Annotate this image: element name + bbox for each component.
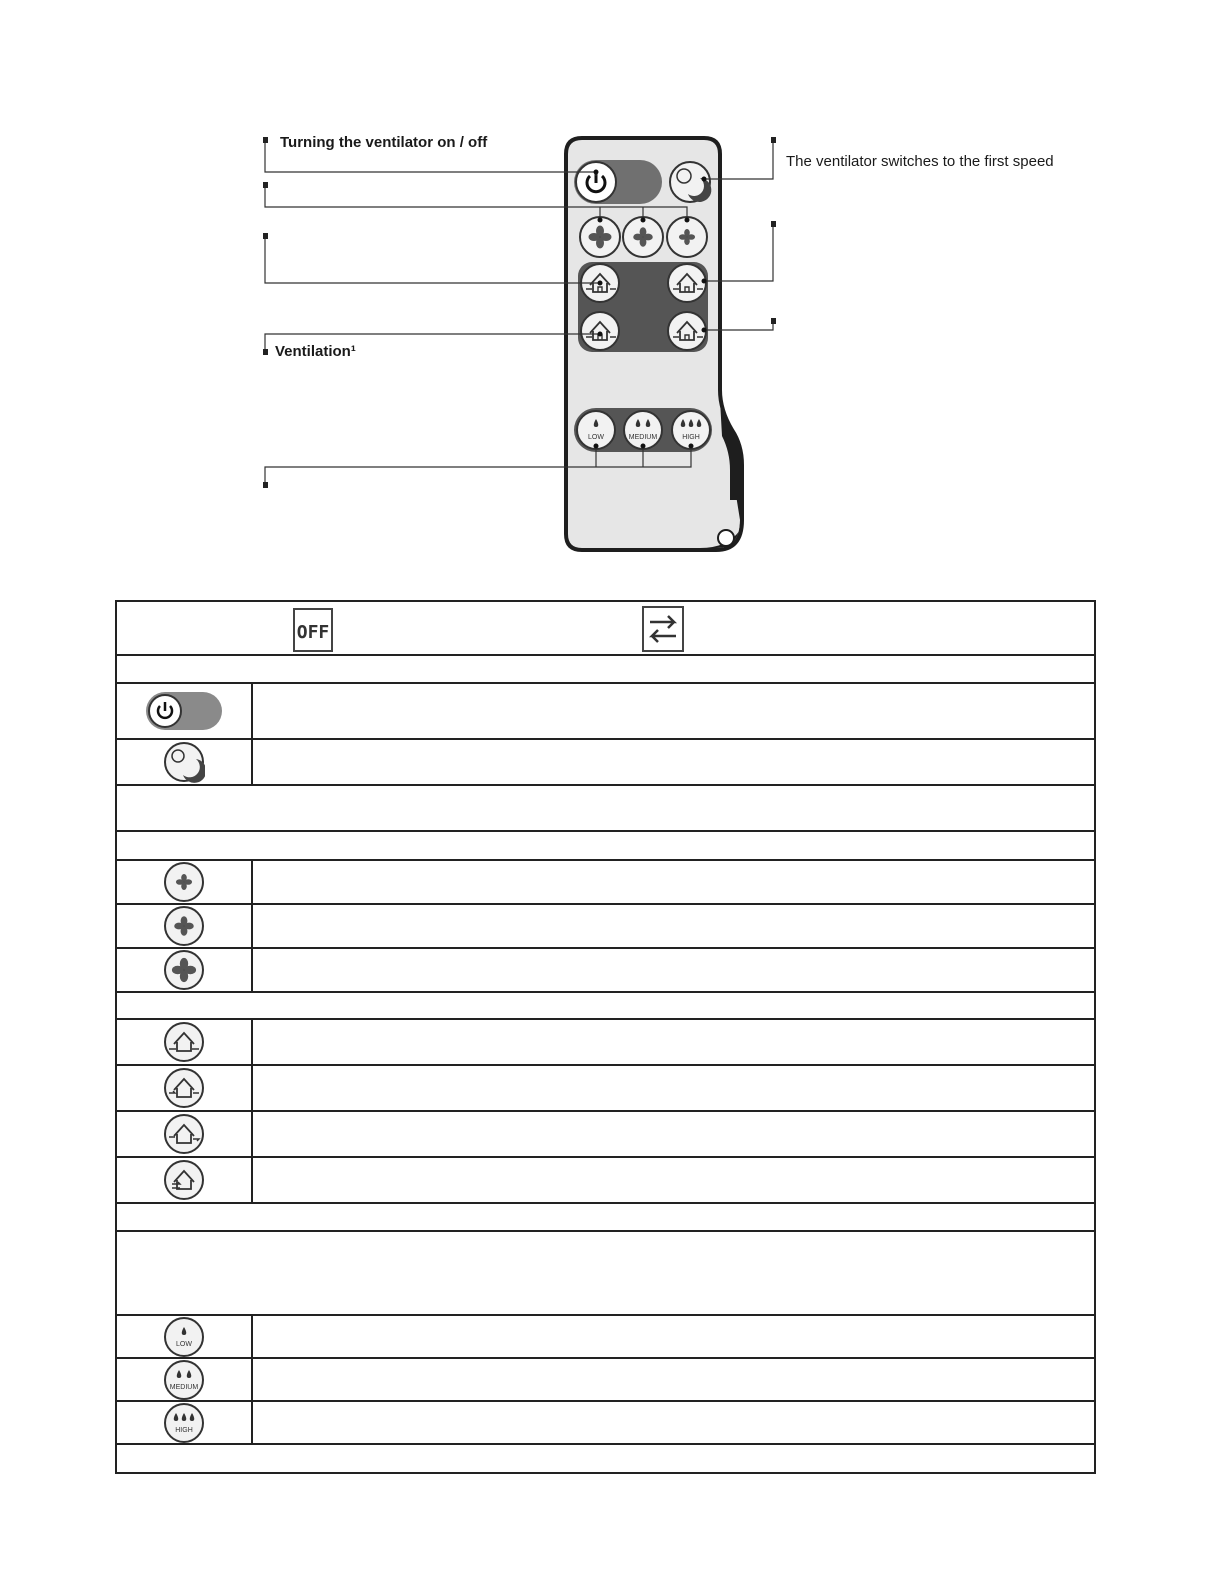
house-recirculation-icon: [163, 1159, 205, 1201]
day-night-icon: [163, 741, 205, 783]
remote-low-label: LOW: [588, 434, 604, 441]
table-row: [117, 740, 1094, 786]
humidity-high-icon: [163, 1402, 205, 1444]
humidity-low-text: LOW: [176, 1340, 192, 1348]
table-row: [117, 656, 1094, 684]
power-label: Turning the ventilator on / off: [280, 134, 488, 151]
table-row: [117, 1359, 1094, 1402]
fan-medium-icon: [163, 905, 205, 947]
first-speed-label: The ventilator switches to the first speed: [786, 153, 1054, 170]
house-air-out-icon: [163, 1113, 205, 1155]
remote-high-label: HIGH: [682, 434, 700, 441]
table-row: [117, 832, 1094, 861]
table-row: [117, 993, 1094, 1020]
remote-fan-speed-3-button[interactable]: [580, 217, 620, 257]
table-row: [117, 1020, 1094, 1066]
remote-humidity-medium-button[interactable]: [624, 411, 662, 449]
table-row: [117, 1445, 1094, 1474]
remote-mode-button-bottom-left[interactable]: [581, 312, 619, 350]
table-row: [117, 1066, 1094, 1112]
function-table: [115, 600, 1096, 1474]
table-row: [117, 1316, 1094, 1359]
house-air-in-icon: [163, 1067, 205, 1109]
ventilation-label: Ventilation¹: [275, 343, 356, 360]
swap-arrows-icon: [642, 606, 684, 652]
house-air-in-out-icon: [163, 1021, 205, 1063]
fan-large-icon: [163, 949, 205, 991]
humidity-high-text: HIGH: [175, 1426, 193, 1434]
table-row: [117, 949, 1094, 993]
humidity-medium-text: MEDIUM: [169, 1383, 199, 1391]
table-row: [117, 684, 1094, 740]
remote-day-night-button[interactable]: [670, 162, 711, 202]
power-slider-icon: [145, 690, 223, 732]
fan-small-icon: [163, 861, 205, 903]
remote-fan-speed-1-button[interactable]: [667, 217, 707, 257]
table-row: [117, 1112, 1094, 1158]
remote-medium-label: MEDIUM: [628, 434, 658, 441]
table-row: [117, 1232, 1094, 1316]
table-row: [117, 905, 1094, 949]
table-header-row: [117, 602, 1094, 656]
remote-humidity-high-button[interactable]: [672, 411, 710, 449]
remote-mode-button-top-right[interactable]: [668, 264, 706, 302]
remote-control-diagram: [0, 0, 1224, 580]
remote-mode-button-bottom-right[interactable]: [668, 312, 706, 350]
humidity-medium-icon: [163, 1359, 205, 1401]
remote-humidity-low-button[interactable]: [577, 411, 615, 449]
off-icon-text: OFF: [296, 622, 330, 643]
off-icon: [293, 608, 333, 652]
table-row: [117, 786, 1094, 832]
remote-fan-speed-2-button[interactable]: [623, 217, 663, 257]
table-row: [117, 1158, 1094, 1204]
table-row: [117, 1402, 1094, 1445]
humidity-low-icon: [163, 1316, 205, 1358]
table-row: [117, 1204, 1094, 1232]
remote-power-button[interactable]: [574, 160, 662, 204]
table-row: [117, 861, 1094, 905]
